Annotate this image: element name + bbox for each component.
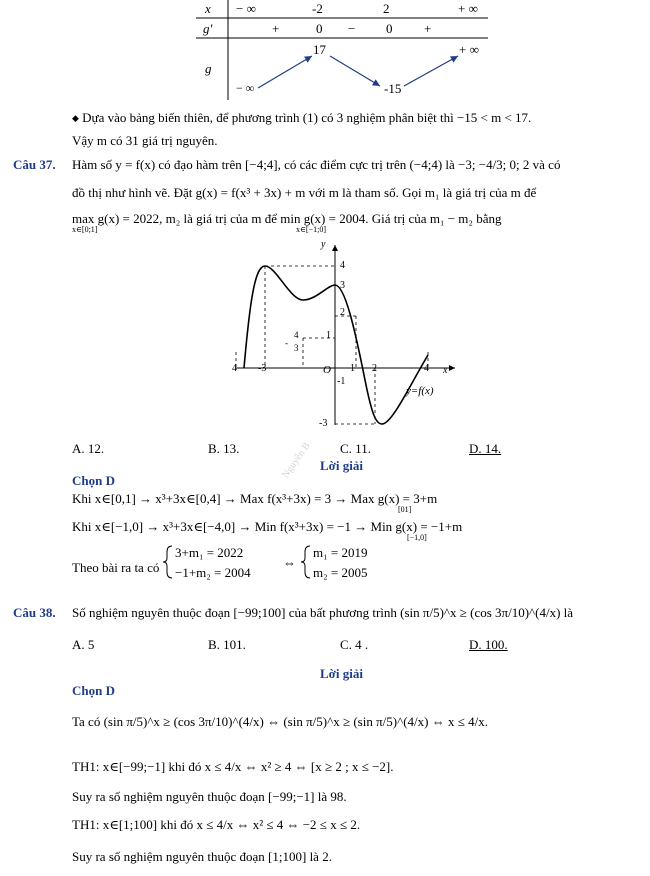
q36-text-1: Dựa vào bảng biến thiên, để phương trình (1) có 3 nghiệm phân biệt thì −15 < m < 17. [82,110,532,125]
graph-ytick-3: 3 [340,280,345,291]
graph-ytick-4: 4 [340,260,345,271]
graph-ytick-minus3: -3 [319,418,328,429]
q37-system-left-2: −1+m₂ = 2004 [175,565,251,580]
q37-option-a: A. 12. [72,441,105,456]
vt-x-pos-inf: + ∞ [458,1,478,16]
graph-ytick-minus1: -1 [337,376,346,387]
q37-sol-line3: Theo bài ra ta có [72,560,160,575]
q37-sol-sub1: [01] [398,505,412,514]
q37-system-right-2: m₂ = 2005 [313,565,368,580]
graph-x-label: x [443,365,448,376]
graph-y-label: y [321,239,326,250]
q38-answer: Chọn D [72,683,115,698]
q37-sol-sub2: [−1,0] [407,533,427,542]
q38-count-b: Suy ra số nghiệm nguyên thuộc đoạn [1;100] là 2. [72,849,332,864]
vt-row-x: x [205,1,211,16]
vt-row-g: g [205,61,212,76]
vt-sign-5: + [424,21,432,36]
graph-xtick-minus4: 4 [232,363,237,374]
q38-count-a: Suy ra số nghiệm nguyên thuộc đoạn [−99;−1] là 98. [72,789,347,804]
watermark: Nguyễn B [280,440,313,481]
vt-g-pos-inf: + ∞ [459,42,479,57]
q37-sol-line1: Khi x∈[0,1] → x³+3x∈[0,4] → Max f(x³+3x) = 3 → Max g(x) = 3+m [72,491,438,506]
q36-conclusion-line2: Vậy m có 31 giá trị nguyên. [72,133,218,148]
q38-th1a: TH1: x∈[−99;−1] khi đó x ≤ 4/x ⇔ x² ≥ 4 ⇔ [x ≥ 2 ; x ≤ −2]. [72,759,394,774]
q38-option-c: C. 4 . [340,637,369,652]
q38-text: Số nghiệm nguyên thuộc đoạn [−99;100] của bất phương trình (sin π/5)^x ≥ (cos 3π/10)^(4/x) là [72,605,574,620]
q37-text-line3: max g(x) = 2022, m₂ là giá trị của m để min g(x) = 2004. Giá trị của m₁ − m₂ bằng [72,211,502,226]
graph-xtick-2: 2 [372,363,377,374]
vt-x-minus2: -2 [312,1,323,16]
graph-frac-sign: - [285,338,288,348]
vt-sign-2: 0 [316,21,323,36]
q37-sol-line2: Khi x∈[−1,0] → x³+3x∈[−4,0] → Min f(x³+3x) = −1 → Min g(x) = −1+m [72,519,463,534]
graph-frac-num: 4 [294,330,299,340]
graph-xtick-minus3: -3 [258,363,267,374]
q38-option-b: B. 101. [208,637,246,652]
q37-text-line2: đồ thị như hình vẽ. Đặt g(x) = f(x³ + 3x) + m với m là tham số. Gọi m₁ là giá trị của m để [72,185,537,200]
q38-sol-line1: Ta có (sin π/5)^x ≥ (cos 3π/10)^(4/x) ⇔ (sin π/5)^x ≥ (sin π/5)^(4/x) ⇔ x ≤ 4/x. [72,714,488,729]
q38-answer-heading: Lời giải [320,666,363,681]
vt-sign-1: + [272,21,280,36]
graph-ytick-1: 1 [326,330,331,341]
graph-xtick-1: 1 [350,363,355,374]
q38-label: Câu 38. [13,605,56,620]
vt-sign-3: − [348,21,356,36]
graph-ytick-2: 2 [340,307,345,318]
q37-equiv: ⇔ [283,555,296,570]
q38-option-d: D. 100. [469,637,508,652]
q37-option-c: C. 11. [340,441,371,456]
q37-max-sub: x∈[0;1] [72,225,98,234]
graph-xtick-4: 4 [424,363,429,374]
q37-min-sub: x∈[−1;0] [296,225,326,234]
bullet-icon: ◆ [72,113,79,124]
vt-g-minus15: -15 [384,81,402,96]
q38-option-a: A. 5 [72,637,95,652]
graph-curve-label: y=f(x) [406,385,434,397]
q37-system-left-1: 3+m₁ = 2022 [175,545,244,560]
q37-answer-heading: Lời giải [320,458,363,473]
vt-g-neg-inf: − ∞ [236,81,255,95]
q38-th1b: TH1: x∈[1;100] khi đó x ≤ 4/x ⇔ x² ≤ 4 ⇔ −2 ≤ x ≤ 2. [72,817,361,832]
graph-frac-den: 3 [294,343,299,353]
vt-g-17: 17 [313,42,326,57]
q37-answer: Chọn D [72,473,115,488]
vt-row-gprime: g' [203,21,213,36]
vt-x-2: 2 [383,1,390,16]
q37-text-line1: Hàm số y = f(x) có đạo hàm trên [−4;4], có các điểm cực trị trên (−4;4) là −3; −4/3; 0; 2 và có [72,157,561,172]
q37-system-right-1: m₁ = 2019 [313,545,368,560]
q37-label: Câu 37. [13,157,56,172]
q37-option-b: B. 13. [208,441,240,456]
vt-x-neg-inf: − ∞ [236,1,256,16]
q37-option-d: D. 14. [469,441,502,456]
vt-sign-4: 0 [386,21,393,36]
graph-origin: O [323,364,331,376]
